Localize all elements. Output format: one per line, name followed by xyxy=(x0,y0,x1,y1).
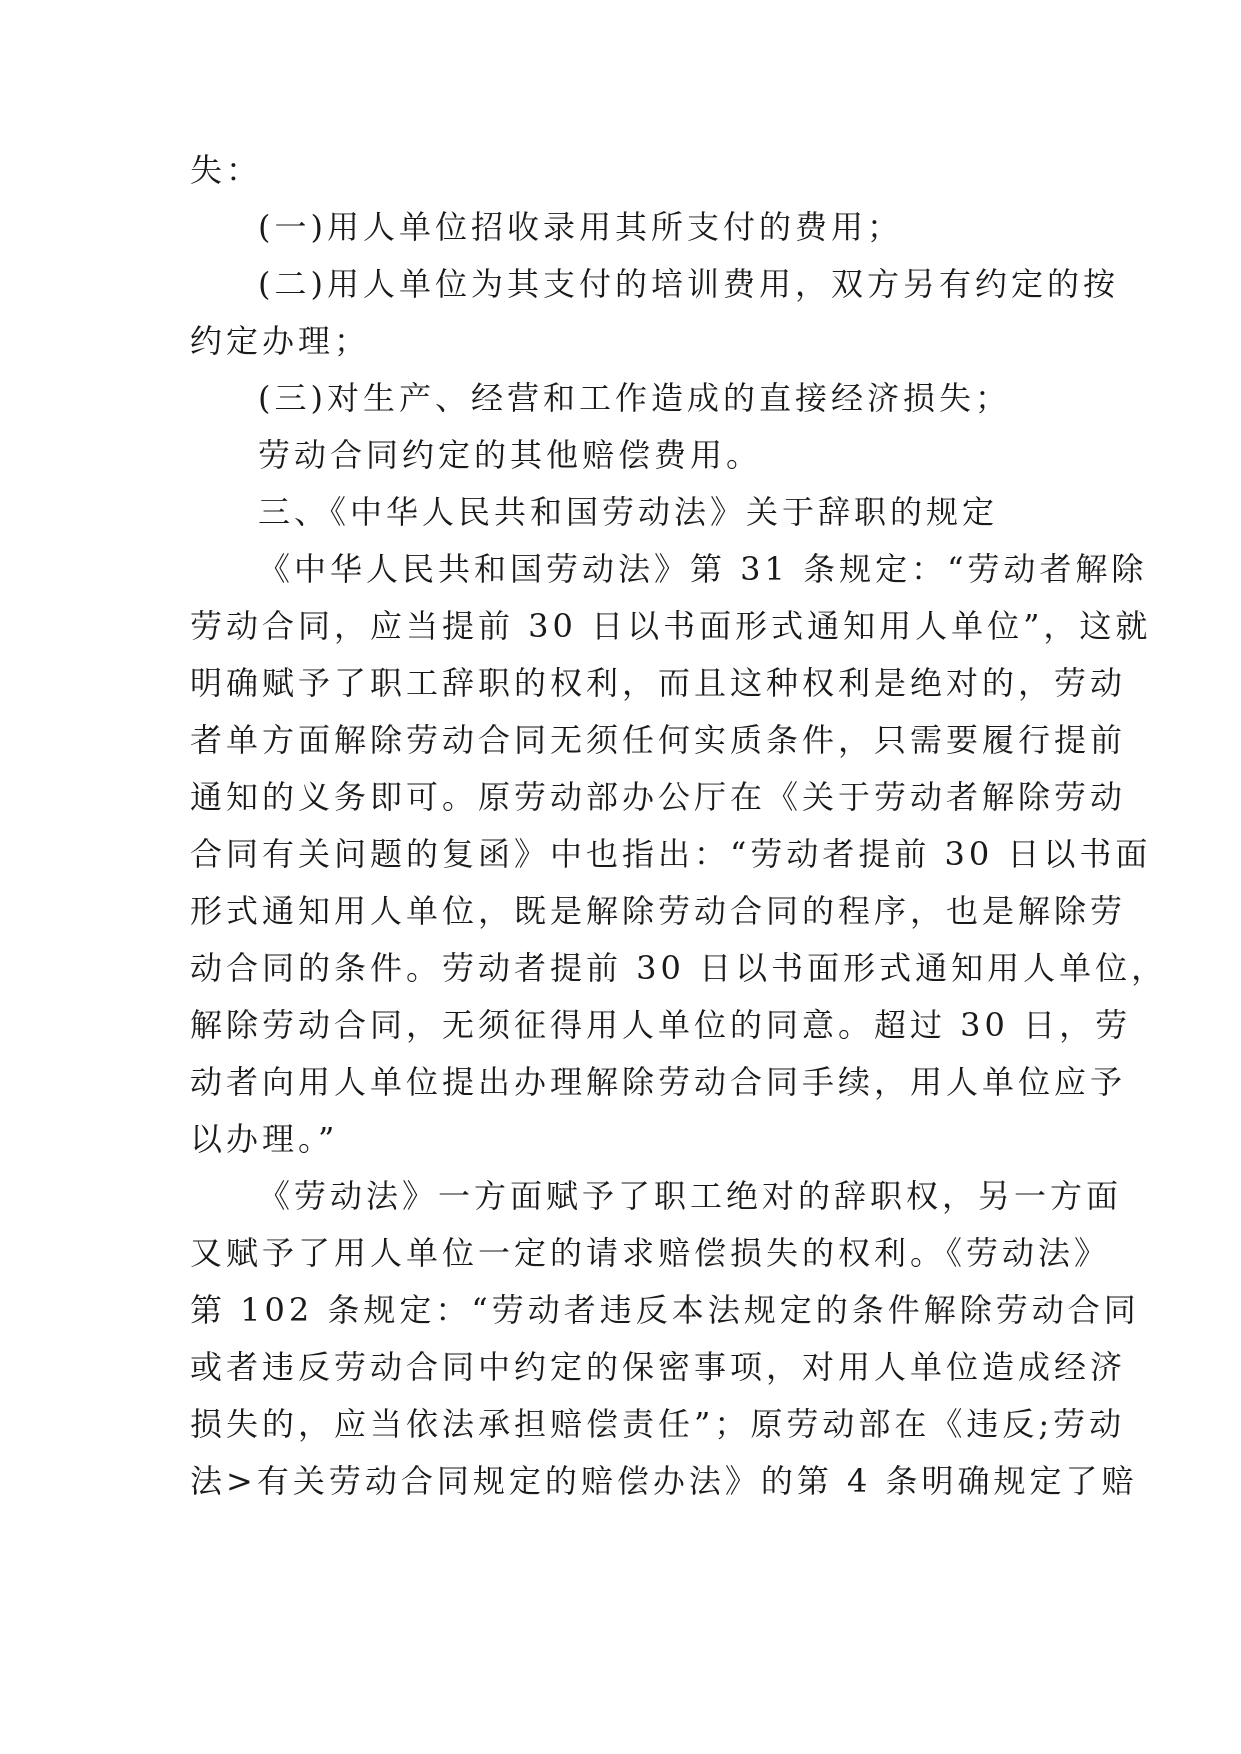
text-line: 法>有关劳动合同规定的赔偿办法》的第 4 条明确规定了赔 xyxy=(190,1462,1138,1500)
text-line: 或者违反劳动合同中约定的保密事项，对用人单位造成经济 xyxy=(190,1348,1127,1386)
text-line: 损失的，应当依法承担赔偿责任”；原劳动部在《违反;劳动 xyxy=(190,1405,1126,1443)
text-line: 动合同的条件。劳动者提前 30 日以书面形式通知用人单位， xyxy=(190,949,1168,987)
text-line: 以办理。” xyxy=(190,1120,339,1158)
text-line: 动者向用人单位提出办理解除劳动合同手续，用人单位应予 xyxy=(190,1063,1127,1101)
text-line: 通知的义务即可。原劳动部办公厅在《关于劳动者解除劳动 xyxy=(190,778,1127,816)
text-line: 明确赋予了职工辞职的权利，而且这种权利是绝对的，劳动 xyxy=(190,664,1127,702)
text-line: 形式通知用人单位，既是解除劳动合同的程序，也是解除劳 xyxy=(190,892,1127,930)
text-line: 约定办理； xyxy=(190,322,371,360)
text-line: (三)对生产、经营和工作造成的直接经济损失； xyxy=(258,379,1011,417)
text-line: 失： xyxy=(190,151,263,189)
text-line: (二)用人单位为其支付的培训费用，双方另有约定的按 xyxy=(258,265,1119,303)
text-line: 《劳动法》一方面赋予了职工绝对的辞职权，另一方面 xyxy=(258,1177,1123,1215)
text-line: 劳动合同约定的其他赔偿费用。 xyxy=(258,436,763,474)
text-line: 合同有关问题的复函》中也指出：“劳动者提前 30 日以书面 xyxy=(190,835,1152,873)
text-line: 解除劳动合同，无须征得用人单位的同意。超过 30 日，劳 xyxy=(190,1006,1132,1044)
text-line: 《中华人民共和国劳动法》第 31 条规定：“劳动者解除 xyxy=(258,550,1148,588)
text-line: 劳动合同，应当提前 30 日以书面形式通知用人单位”，这就 xyxy=(190,607,1152,645)
text-line: (一)用人单位招收录用其所支付的费用； xyxy=(258,208,903,246)
text-line: 又赋予了用人单位一定的请求赔偿损失的权利。《劳动法》 xyxy=(190,1234,1111,1272)
text-line: 第 102 条规定：“劳动者违反本法规定的条件解除劳动合同 xyxy=(190,1291,1140,1329)
section-heading: 三、《中华人民共和国劳动法》关于辞职的规定 xyxy=(258,493,999,531)
text-line: 者单方面解除劳动合同无须任何实质条件，只需要履行提前 xyxy=(190,721,1127,759)
